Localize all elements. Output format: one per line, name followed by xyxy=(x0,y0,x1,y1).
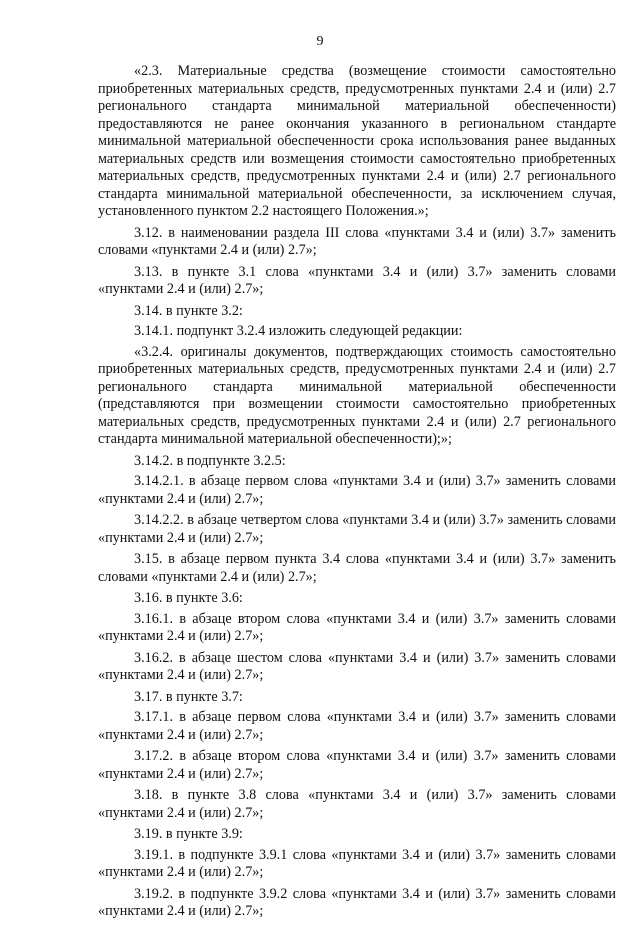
paragraph-3-15: 3.15. в абзаце первом пункта 3.4 слова «пунктами 3.4 и (или) 3.7» заменить словами «пунктами 2.4 и (или) 2.7»; xyxy=(98,551,616,585)
paragraph-3-16: 3.16. в пункте 3.6: xyxy=(134,590,243,606)
paragraph-3-17-2: 3.17.2. в абзаце втором слова «пунктами 3.4 и (или) 3.7» заменить словами «пунктами 2.4 и (или) 2.7»; xyxy=(98,748,616,782)
paragraph-3-19-1: 3.19.1. в подпункте 3.9.1 слова «пунктами 3.4 и (или) 3.7» заменить словами «пунктами 2.4 и (или) 2.7»; xyxy=(98,846,616,880)
paragraph-3-2-4-quote: «3.2.4. оригиналы документов, подтверждающих стоимость самостоятельно приобретенных материальных средств, предусмотренных пунктами 2.4 и (или) 2.7 регионального стандарта минимальной материальной обеспеченности (представляются при возмещении стоимости самостоятельно приобретенных материальных средств, предусмотренных пунктами 2.4 и (или) 2.7 регионального стандарта минимальной материальной обеспеченности);»; xyxy=(98,343,616,447)
paragraph-3-14: 3.14. в пункте 3.2: xyxy=(134,302,243,319)
paragraph-3-18: 3.18. в пункте 3.8 слова «пунктами 3.4 и (или) 3.7» заменить словами «пунктами 2.4 и (или) 2.7»; xyxy=(98,787,616,821)
paragraph-3-14-1: 3.14.1. подпункт 3.2.4 изложить следующей редакции: xyxy=(134,323,463,339)
paragraph-3-14-2: 3.14.2. в подпункте 3.2.5: xyxy=(134,452,286,469)
paragraph-3-16-2: 3.16.2. в абзаце шестом слова «пунктами 3.4 и (или) 3.7» заменить словами «пунктами 2.4 и (или) 2.7»; xyxy=(98,649,616,683)
paragraph-3-16-1: 3.16.1. в абзаце втором слова «пунктами 3.4 и (или) 3.7» заменить словами «пунктами 2.4 и (или) 2.7»; xyxy=(98,610,616,644)
paragraph-3-14-2-2: 3.14.2.2. в абзаце четвертом слова «пунктами 3.4 и (или) 3.7» заменить словами «пунктами 2.4 и (или) 2.7»; xyxy=(98,512,616,546)
page-number: 9 xyxy=(316,34,324,49)
document-body xyxy=(98,63,616,925)
paragraph-3-14-2-1: 3.14.2.1. в абзаце первом слова «пунктами 3.4 и (или) 3.7» заменить словами «пунктами 2.4 и (или) 2.7»; xyxy=(98,473,616,507)
paragraph-3-19: 3.19. в пункте 3.9: xyxy=(134,826,243,842)
paragraph-3-13: 3.13. в пункте 3.1 слова «пунктами 3.4 и (или) 3.7» заменить словами «пунктами 2.4 и (или) 2.7»; xyxy=(98,263,616,297)
paragraph-3-12: 3.12. в наименовании раздела III слова «пунктами 3.4 и (или) 3.7» заменить словами «пунктами 2.4 и (или) 2.7»; xyxy=(98,224,616,258)
paragraph-2-3-quote: «2.3. Материальные средства (возмещение стоимости самостоятельно приобретенных материальных средств, предусмотренных пунктами 2.4 и (или) 2.7 регионального стандарта минимальной материальной обеспеченности) предоставляются не ранее окончания указанного в региональном стандарте минимальной материальной обеспеченности срока использования ранее выданных материальных средств или возмещения стоимости самостоятельно приобретенных материальных средств, предусмотренных пунктами 2.4 и (или) 2.7 регионального стандарта минимальной материальной обеспеченности, за исключением случая, установленного пунктом 2.2 настоящего Положения.»; xyxy=(98,63,616,219)
paragraph-3-19-2: 3.19.2. в подпункте 3.9.2 слова «пунктами 3.4 и (или) 3.7» заменить словами «пунктами 2.4 и (или) 2.7»; xyxy=(98,885,616,919)
paragraph-3-17-1: 3.17.1. в абзаце первом слова «пунктами 3.4 и (или) 3.7» заменить словами «пунктами 2.4 и (или) 2.7»; xyxy=(98,709,616,743)
paragraph-3-17: 3.17. в пункте 3.7: xyxy=(134,688,243,705)
